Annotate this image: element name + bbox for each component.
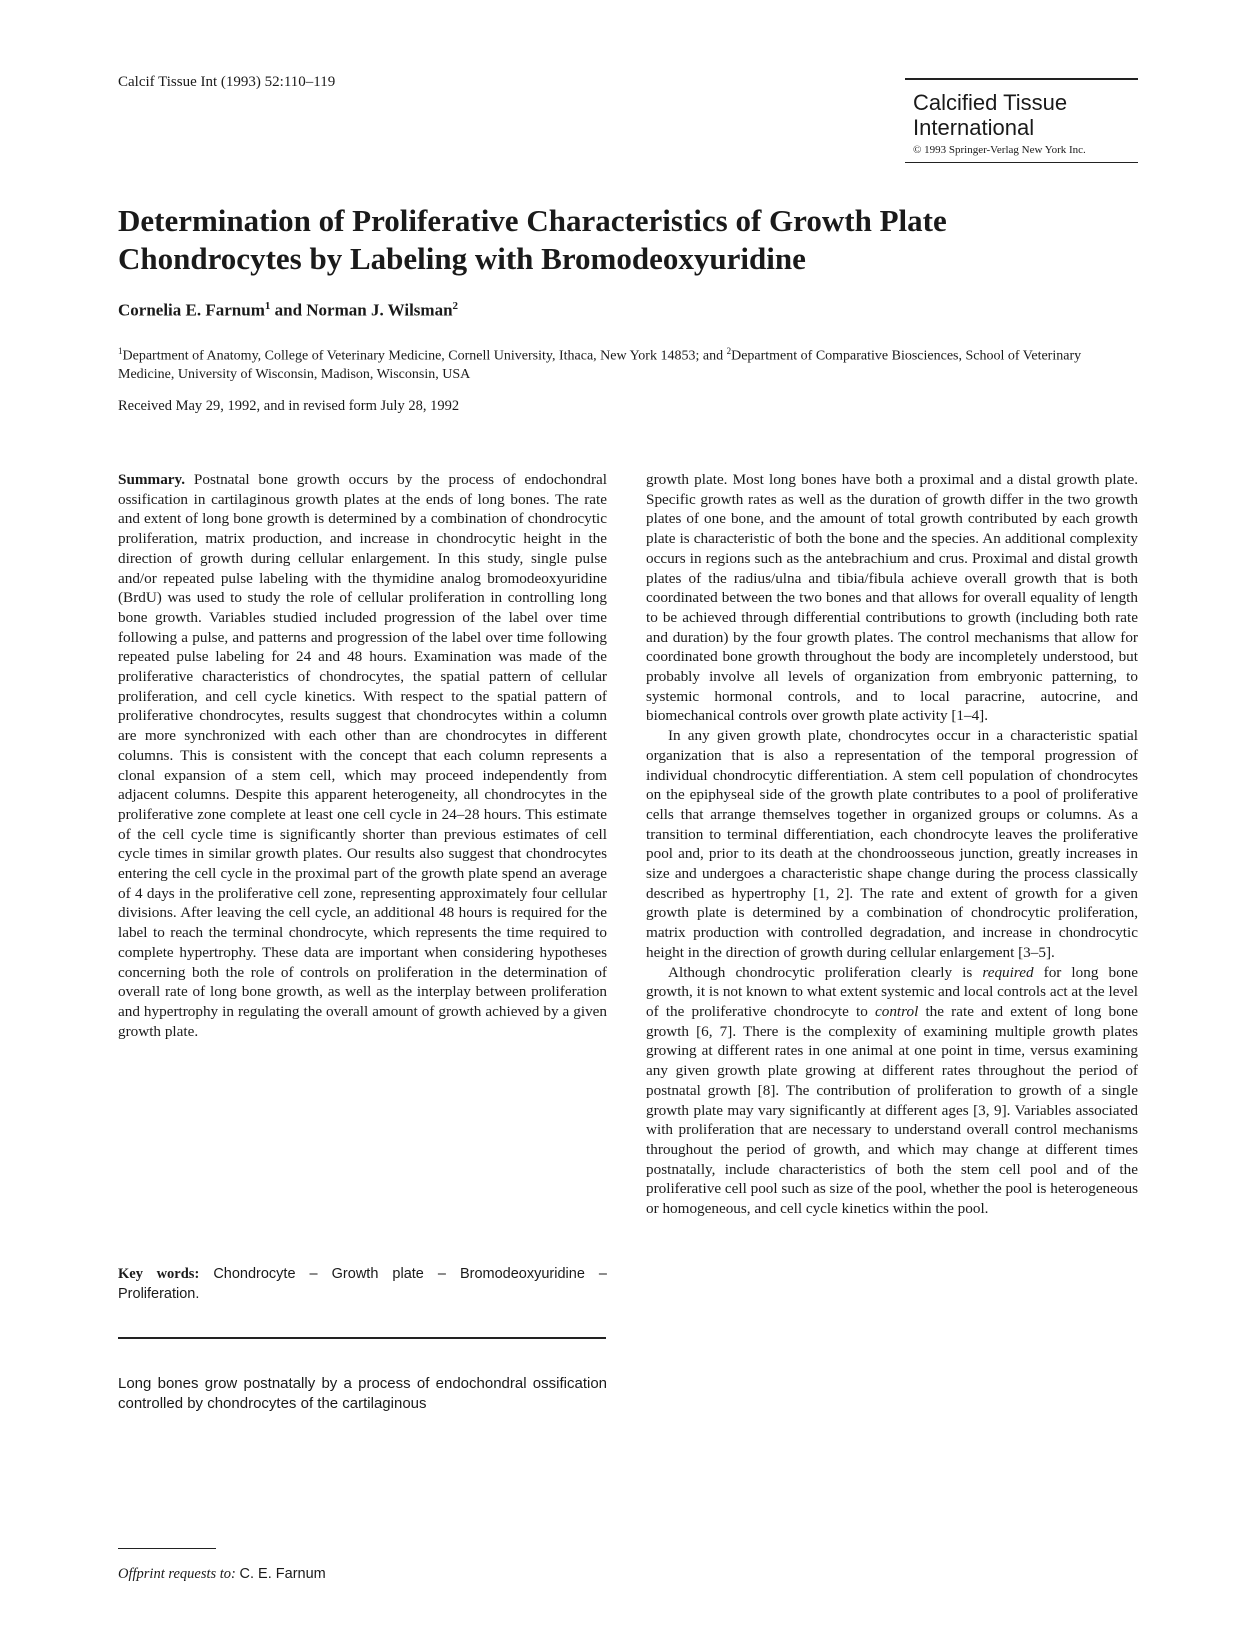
offprint-name: C. E. Farnum [239, 1566, 326, 1582]
author-1-affil-mark: 1 [264, 300, 271, 312]
body-paragraph-1: growth plate. Most long bones have both a proximal and a distal growth plate. Specific growth rates as well as the duration of growth differ in the two growth plates of one bone, and the amount of total growth contributed by each growth plate is characteristic of both the bone and the species. An additional complexity occurs in regions such as the antebrachium and crus. Proximal and distal growth plates of the radius/ulna and tibia/fibula achieve overall growth that is both coordinated between the two bones and that allows for overall equality of length to be achieved through differential contributions to growth (including both rate and duration) by the four growth plates. The control mechanisms that allow for coordinated bone growth throughout the body are incompletely understood, but probably involve all levels of organization from embryonic patterning, to systemic hormonal controls, and to local paracrine, autocrine, and biomechanical controls over growth plate activity [1–4]. [646, 471, 1138, 725]
affiliation-1: Department of Anatomy, College of Veterinary Medicine, Cornell University, Ithaca, New York 14853; and [122, 348, 727, 364]
body-paragraph-2: In any given growth plate, chondrocytes occur in a characteristic spatial organization that is also a representation of the temporal progression of individual chondrocytic differentiation. A stem cell population of chondrocytes on the epiphyseal side of the growth plate contributes to a pool of proliferative cells that arrange themselves together in organized groups or columns. As a transition to terminal differentiation, each chondrocyte leaves the proliferative pool and, prior to its death at the chondroosseous junction, greatly increases in size and undergoes a characteristic shape change during the process classically described as hypertrophy [1, 2]. The rate and extent of growth for a given growth plate is determined by a combination of chondrocytic proliferation, matrix production with controlled degradation, and increase in chondrocytic height in the direction of growth during cellular enlargement [3–5]. [646, 727, 1138, 961]
section-divider [118, 1337, 606, 1339]
footnote-rule [118, 1548, 216, 1549]
journal-masthead [905, 78, 1138, 163]
offprint-label: Offprint requests to: [118, 1566, 236, 1582]
received-dates: Received May 29, 1992, and in revised form July 28, 1992 [118, 398, 460, 414]
p3-text-b: for long bone growth, it is not known to what extent systemic and local controls act at the level of the proliferative chondrocyte to [646, 963, 1139, 1020]
journal-name-line2: International [913, 115, 1035, 140]
affiliations [118, 342, 1088, 384]
keywords-label: Key words: [118, 1266, 200, 1282]
right-column-body [646, 470, 1138, 1219]
p3-text-a: Although chondrocytic proliferation clearly is [668, 963, 983, 981]
summary-paragraph [118, 470, 607, 1041]
article-title: Determination of Proliferative Characteristics of Growth Plate Chondrocytes by Labeling with Bromodeoxyuridine [118, 203, 947, 276]
body-paragraph-3 [646, 963, 1138, 1219]
keywords-section [118, 1264, 607, 1304]
journal-name-line1: Calcified Tissue [913, 90, 1068, 115]
intro-paragraph: Long bones grow postnatally by a process of endochondral ossification controlled by chondrocytes of the cartilaginous [118, 1375, 607, 1412]
author-2: Norman J. Wilsman [306, 300, 453, 320]
affil-1-mark: 1 [118, 346, 123, 356]
author-list [118, 300, 458, 321]
affil-2-mark: 2 [726, 346, 732, 356]
summary-label: Summary. [118, 471, 186, 488]
keywords-text: Chondrocyte – Growth plate – Bromodeoxyuridine – Proliferation. [118, 1266, 607, 1302]
author-2-affil-mark: 2 [452, 300, 459, 312]
summary-text: Postnatal bone growth occurs by the process of endochondral ossification in cartilaginous growth plates at the ends of long bones. The rate and extent of long bone growth is determined by a combination of chondrocytic proliferation, matrix production, and increase in chondrocytic height in the direction of growth during cellular enlargement. In this study, single pulse and/or repeated pulse labeling with the thymidine analog bromodeoxyuridine (BrdU) was used to study the role of cellular proliferation in controlling long bone growth. Variables studied included progression of the label over time following a pulse, and patterns and progression of the label over time following repeated pulse labeling for 24 and 48 hours. Examination was made of the proliferative characteristics of chondrocytes, the spatial pattern of cellular proliferation, and cell cycle kinetics. With respect to the spatial pattern of proliferative chondrocytes, results suggest that chondrocytes within a column are more synchronized with each other than are chondrocytes in different columns. This is consistent with the concept that each column represents a clonal expansion of a stem cell, which may proceed independently from adjacent columns. Despite this apparent heterogeneity, all chondrocytes in the proliferative zone complete at least one cell cycle in 24–28 hours. This estimate of the cell cycle time is significantly shorter than previous estimates of cell cycle times in similar growth plates. Our results also suggest that chondrocytes entering the cell cycle in the proximal part of the growth plate spend an average of 4 days in the proliferative cell zone, representing approximately four cellular divisions. After leaving the cell cycle, an additional 48 hours is required for the label to reach the terminal chondrocyte, which represents the time required to complete hypertrophy. These data are important when considering hypotheses concerning both the role of controls on proliferation in the determination of overall rate of long bone growth, as well as the interplay between proliferation and hypertrophy in regulating the overall amount of growth achieved by a given growth plate. [118, 471, 608, 1040]
journal-citation: Calcif Tissue Int (1993) 52:110–119 [118, 74, 336, 90]
author-conjunction: and [274, 300, 303, 320]
copyright-notice: © 1993 Springer-Verlag New York Inc. [913, 144, 1086, 156]
p3-emphasis-required: required [982, 963, 1034, 981]
p3-text-c: the rate and extent of long bone growth [6, 7]. There is the complexity of examining multiple growth plates growing at different rates in one animal at one point in time, versus examining any given growth plate growing at different rates throughout the period of postnatal growth [8]. The contribution of proliferation to growth of a single growth plate may vary significantly at different ages [3, 9]. Variables associated with proliferation that are necessary to understand overall control mechanisms throughout the period of growth, and which may change at different times postnatally, include characteristics of both the stem cell pool and of the proliferative cell pool such as size of the pool, whether the pool is heterogeneous or homogeneous, and cell cycle kinetics within the pool. [646, 1002, 1138, 1218]
affiliation-2: Department of Comparative Biosciences, School of Veterinary Medicine, University of Wisconsin, Madison, Wisconsin, USA [118, 348, 1082, 382]
summary-section [118, 470, 607, 1041]
offprint-footnote [118, 1566, 326, 1583]
p3-emphasis-control: control [874, 1002, 919, 1020]
author-1: Cornelia E. Farnum [118, 300, 265, 320]
